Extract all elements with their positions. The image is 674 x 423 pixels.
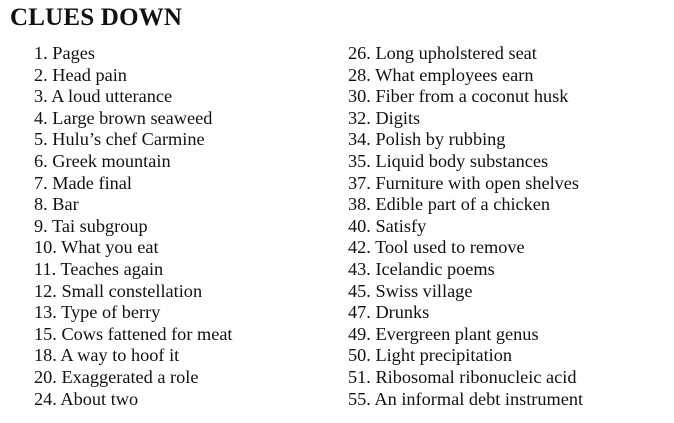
clue-item — [34, 129, 233, 151]
clue-number: 28. — [348, 64, 371, 85]
clue-text: Greek mountain — [52, 150, 171, 171]
clue-item — [348, 389, 583, 411]
page-title: CLUES DOWN — [10, 4, 183, 31]
clue-item — [34, 43, 233, 65]
clue-text: About two — [60, 388, 139, 409]
clue-number: 5. — [34, 129, 48, 150]
clue-text: Hulu’s chef Carmine — [52, 129, 205, 150]
clue-item — [34, 173, 233, 195]
clue-item — [34, 345, 233, 367]
clue-item — [34, 281, 233, 303]
clue-text: What employees earn — [375, 64, 534, 85]
clue-text: Bar — [52, 194, 79, 215]
clue-number: 9. — [34, 215, 48, 236]
clue-item — [34, 259, 233, 281]
clue-number: 37. — [348, 172, 371, 193]
clue-item — [348, 86, 583, 108]
clue-item — [348, 281, 583, 303]
clue-text: Evergreen plant genus — [375, 323, 539, 344]
clue-text: Ribosomal ribonucleic acid — [375, 366, 577, 387]
clue-number: 38. — [348, 194, 371, 215]
clue-number: 30. — [348, 86, 371, 107]
clue-number: 35. — [348, 150, 371, 171]
clue-item — [348, 43, 583, 65]
clue-text: An informal debt instrument — [374, 388, 584, 409]
clues-left-column — [34, 43, 233, 410]
clue-text: Head pain — [52, 64, 127, 85]
clue-text: Pages — [52, 43, 95, 63]
clue-item — [348, 129, 583, 151]
clue-text: Fiber from a coconut husk — [375, 86, 569, 107]
clue-item — [348, 324, 583, 346]
clue-number: 40. — [348, 215, 371, 236]
clue-number: 13. — [34, 302, 57, 323]
clue-number: 10. — [34, 237, 57, 258]
clue-number: 7. — [34, 172, 48, 193]
clue-number: 20. — [34, 366, 57, 387]
clue-text: Furniture with open shelves — [375, 172, 580, 193]
clue-item — [34, 237, 233, 259]
clue-item — [348, 302, 583, 324]
clue-text: Polish by rubbing — [375, 129, 506, 150]
clue-item — [348, 194, 583, 216]
clue-number: 42. — [348, 237, 371, 258]
clue-number: 3. — [34, 86, 48, 107]
clue-text: A loud utterance — [51, 86, 173, 107]
clue-item — [348, 367, 583, 389]
clue-number: 11. — [34, 258, 57, 279]
clue-text: Tool used to remove — [375, 237, 525, 258]
clue-number: 50. — [348, 345, 371, 366]
clue-number: 6. — [34, 150, 48, 171]
clue-item — [34, 216, 233, 238]
clue-item — [348, 216, 583, 238]
clue-text: Exaggerated a role — [61, 366, 199, 387]
clue-number: 15. — [34, 323, 57, 344]
clue-number: 45. — [348, 280, 371, 301]
clue-text: A way to hoof it — [60, 345, 180, 366]
clue-item — [34, 194, 233, 216]
clue-text: Digits — [375, 107, 421, 128]
clue-item — [34, 86, 233, 108]
clue-text: Drunks — [375, 302, 430, 323]
clue-item — [34, 389, 233, 411]
clue-number: 2. — [34, 64, 48, 85]
clue-text: Tai subgroup — [51, 215, 148, 236]
clue-text: Long upholstered seat — [375, 43, 537, 63]
clue-text: Small constellation — [61, 280, 203, 301]
clue-number: 4. — [34, 107, 48, 128]
clue-item — [34, 367, 233, 389]
clue-item — [348, 65, 583, 87]
clue-number: 55. — [348, 388, 371, 409]
clue-number: 43. — [348, 258, 371, 279]
clue-number: 26. — [348, 43, 371, 63]
clue-number: 51. — [348, 366, 371, 387]
clue-number: 47. — [348, 302, 371, 323]
clue-item — [348, 345, 583, 367]
clue-text: Made final — [52, 172, 132, 193]
clue-item — [34, 65, 233, 87]
clue-item — [348, 173, 583, 195]
clue-text: Type of berry — [61, 302, 161, 323]
clue-item — [348, 259, 583, 281]
clues-right-column — [348, 43, 583, 410]
clue-number: 18. — [34, 345, 57, 366]
clue-text: Icelandic poems — [375, 258, 495, 279]
clue-number: 49. — [348, 323, 371, 344]
clue-item — [34, 324, 233, 346]
clue-item — [34, 108, 233, 130]
clue-number: 34. — [348, 129, 371, 150]
clue-item — [34, 151, 233, 173]
clue-number: 24. — [34, 388, 57, 409]
clue-item — [34, 302, 233, 324]
clue-text: Swiss village — [375, 280, 473, 301]
clue-item — [348, 237, 583, 259]
clue-text: Edible part of a chicken — [375, 194, 551, 215]
clue-text: Liquid body substances — [375, 150, 549, 171]
clue-number: 12. — [34, 280, 57, 301]
clue-item — [348, 108, 583, 130]
clue-text: Light precipitation — [375, 345, 513, 366]
clue-text: Teaches again — [60, 258, 164, 279]
clue-number: 1. — [34, 43, 48, 63]
clue-text: Satisfy — [375, 215, 427, 236]
clue-text: Large brown seaweed — [52, 107, 213, 128]
clue-item — [348, 151, 583, 173]
clue-number: 32. — [348, 107, 371, 128]
clue-text: What you eat — [61, 237, 159, 258]
clue-text: Cows fattened for meat — [61, 323, 233, 344]
clue-number: 8. — [34, 194, 48, 215]
